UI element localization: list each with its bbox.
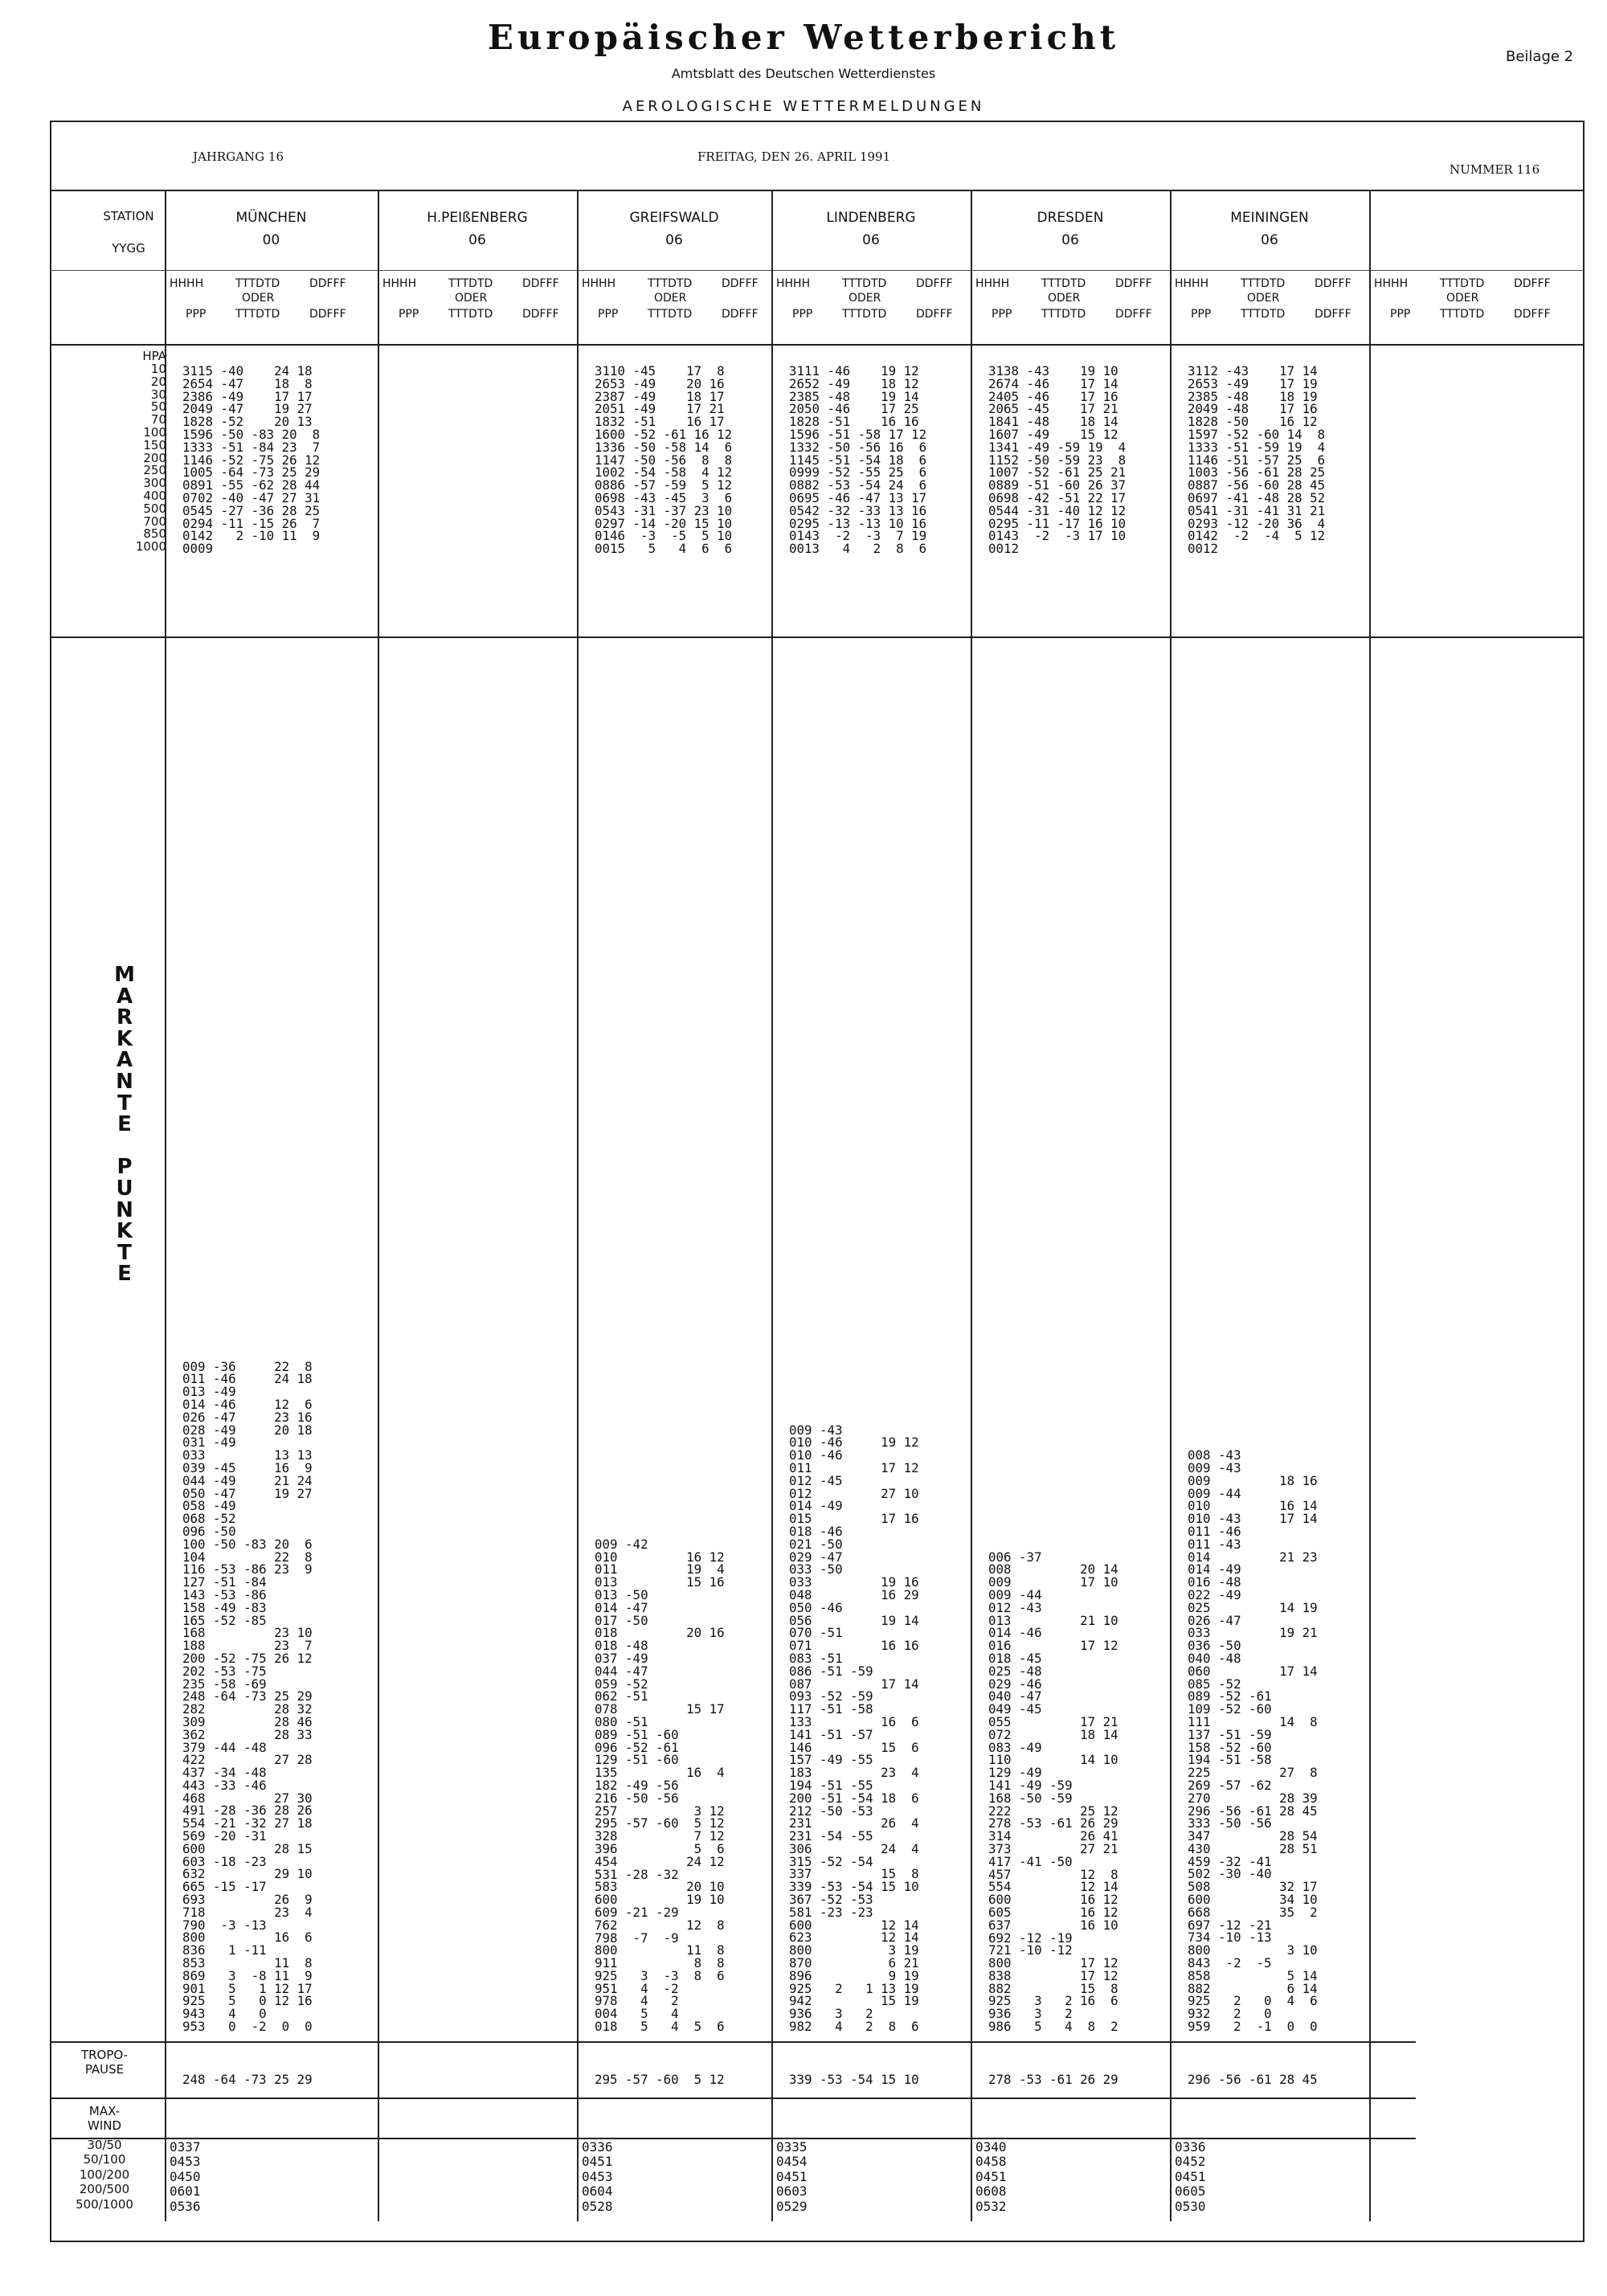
column-header-label: PPP [399,308,419,321]
station-label: STATION [103,209,154,223]
column-header-label: TTTDTD [1440,308,1485,321]
column-header-label: PPP [992,308,1012,321]
significant-points: 006 -37 008 20 14 009 17 10 009 -44 012 -43 013 21 10 014 -46 016 17 12 018 -45 025 -48 029 -46 040 -47 049 -45 055 17 21 072 18 14 083 -49 110 14 10 129 -49 141 -49 -59 168 -50 -59 222 25 12 278 -53 -61 26 29 314 26 41 373 27 21 417 -41 -50 457 12 8 554 12 14 600 16 12 605 16 12 637 16 10 692 -12 -19 721 -10 -12 800 17 12 838 17 12 882 15 8 925 3 2 16 6 936 3 2 986 5 4 8 2 [988,1549,1118,2035]
station-time: 06 [862,232,880,248]
jahrgang: JAHRGANG 16 [193,149,284,164]
report-date: FREITAG, DEN 26. APRIL 1991 [697,149,891,164]
column-header-label: TTTDTD [235,277,280,290]
column-header-label: DDFFF [309,277,346,290]
column-header-label: DDFFF [722,308,759,321]
station-name: MEININGEN [1230,210,1309,226]
significant-points: 008 -43 009 -43 009 18 16 009 -44 010 16 14 010 -43 17 14 011 -46 011 -43 014 21 23 014 -49 016 -48 022 -49 025 14 19 026 -47 033 19 21 036 -50 040 -48 060 17 14 085 -52 089 -52 -61 109 -52 -60 111 14 8 137 -51 -59 158 -52 -60 194 -51 -58 225 27 8 269 -57 -62 270 28 39 296 -56 -61 28 45 333 -50 -56 347 28 54 430 28 51 459 -32 -41 502 -30 -40 508 32 17 600 34 10 668 35 2 697 -12 -21 734 -10 -13 800 3 10 843 -2 -5 858 5 14 882 6 14 925 2 0 4 6 932 2 0 959 2 -1 0 0 [1188,1447,1318,2035]
column-header-label: TTTDTD [842,277,887,290]
station-time: 06 [665,232,683,248]
station-time: 06 [1261,232,1278,248]
column-header-label: DDFFF [1115,308,1152,321]
column-header-label: HHHH [1175,277,1209,290]
column-header-label: ODER [1048,292,1081,305]
column-header-label: TTTDTD [1440,277,1485,290]
maxwind-values: 0336 0451 0453 0604 0528 [582,2139,613,2214]
tropopause-label: TROPO- PAUSE [80,2048,129,2077]
hpa-levels: 10 20 30 50 70 100 150 200 250 300 400 500 700 850 1000 [135,362,166,555]
station-name: DRESDEN [1037,210,1104,226]
markante-punkte-label: M A R K A N T E P U N K T E [114,963,135,1287]
beilage-label: Beilage 2 [1506,48,1574,65]
hpa-label: HPA [142,349,166,363]
column-header-label: TTTDTD [1241,277,1286,290]
column-header-label: DDFFF [1115,277,1152,290]
column-header-label: ODER [1446,292,1479,305]
maxwind-values: 0337 0453 0450 0601 0536 [170,2139,201,2214]
column-header-label: DDFFF [1315,308,1351,321]
column-divider [771,190,773,2221]
column-headers [771,276,971,341]
standard-levels: 3112 -43 17 14 2653 -49 17 19 2385 -48 18 19 2049 -48 17 16 1828 -50 16 12 1597 -52 -60 14 8 1333 -51 -59 19 4 1146 -51 -57 25 6 1003 -56 -61 28 25 0887 -56 -60 28 45 0697 -41 -48 28 52 0541 -31 -41 31 21 0293 -12 -20 36 4 0142 -2 -4 5 12 0012 [1188,363,1326,557]
station-name: LINDENBERG [826,210,916,226]
standard-levels: 3111 -46 19 12 2652 -49 18 12 2385 -48 19 14 2050 -46 17 25 1828 -51 16 16 1596 -51 -58 17 12 1332 -50 -56 16 6 1145 -51 -54 18 6 0999 -52 -55 25 6 0882 -53 -54 24 6 0695 -46 -47 13 17 0542 -32 -33 13 16 0295 -13 -13 10 16 0143 -2 -3 7 19 0013 4 2 8 6 [789,363,927,557]
significant-points: 009 -43 010 -46 19 12 010 -46 011 17 12 012 -45 012 27 10 014 -49 015 17 16 018 -46 021 -50 029 -47 033 -50 033 19 16 048 16 29 050 -46 056 19 14 070 -51 071 16 16 083 -51 086 -51 -59 087 17 14 093 -52 -59 117 -51 -58 133 16 6 141 -51 -57 146 15 6 157 -49 -55 183 23 4 194 -51 -55 200 -51 -54 18 6 212 -50 -53 231 26 4 231 -54 -55 306 24 4 315 -52 -54 337 15 8 339 -53 -54 15 10 367 -52 -53 581 -23 -23 600 12 14 623 12 14 800 3 19 870 6 21 896 9 19 925 2 1 13 19 942 15 19 936 3 2 982 4 2 8 6 [789,1422,919,2035]
tropopause-values: 295 -57 -60 5 12 [595,2072,725,2087]
column-header-label: DDFFF [916,308,953,321]
column-header-label: HHHH [1374,277,1409,290]
tropopause-values: 278 -53 -61 26 29 [988,2072,1118,2087]
station-time: 06 [468,232,486,248]
station-name: H.PEIßENBERG [427,210,528,226]
column-header-label: ODER [242,292,275,305]
ratio-labels: 30/50 50/100 100/200 200/500 500/1000 [76,2138,133,2212]
grid-line [50,270,1585,271]
column-header-label: HHHH [582,277,616,290]
column-header-label: PPP [1191,308,1212,321]
column-header-label: DDFFF [1514,308,1551,321]
tropopause-values: 339 -53 -54 15 10 [789,2072,919,2087]
standard-levels: 3138 -43 19 10 2674 -46 17 14 2405 -46 17 16 2065 -45 17 21 1841 -48 18 14 1607 -49 15 12 1341 -49 -59 19 4 1152 -50 -59 23 8 1007 -52 -61 25 21 0889 -51 -60 26 37 0698 -42 -51 22 17 0544 -31 -40 12 12 0295 -11 -17 16 10 0143 -2 -3 17 10 0012 [988,363,1127,557]
column-headers [971,276,1170,341]
grid-line [50,2098,1416,2099]
column-divider [971,190,972,2221]
maxwind-values: 0336 0452 0451 0605 0530 [1175,2139,1206,2214]
column-header-label: DDFFF [916,277,953,290]
column-headers [378,276,577,341]
column-header-label: TTTDTD [842,308,887,321]
column-header-label: HHHH [170,277,204,290]
column-divider [1369,190,1371,2221]
column-header-label: DDFFF [1315,277,1351,290]
column-headers [577,276,771,341]
standard-levels: 3115 -40 24 18 2654 -47 18 8 2386 -49 17 17 2049 -47 19 27 1828 -52 20 13 1596 -50 -83 20 8 1333 -51 -84 23 7 1146 -52 -75 26 12 1005 -64 -73 25 29 0891 -55 -62 28 44 0702 -40 -47 27 31 0545 -27 -36 28 25 0294 -11 -15 26 7 0142 2 -10 11 9 0009 [182,363,321,557]
maxwind-label: MAX- WIND [87,2104,122,2133]
column-headers [1369,276,1581,341]
station-time: 06 [1061,232,1079,248]
column-header-label: HHHH [975,277,1010,290]
column-header-label: PPP [792,308,813,321]
tropopause-values: 248 -64 -73 25 29 [182,2072,313,2087]
column-header-label: DDFFF [522,308,559,321]
yygg-label: YYGG [112,241,145,256]
grid-line [50,190,1585,191]
column-header-label: HHHH [382,277,417,290]
section-title: AEROLOGISCHE WETTERMELDUNGEN [622,98,985,115]
station-time: 00 [262,232,280,248]
grid-line [50,636,1585,638]
standard-levels: 3110 -45 17 8 2653 -49 20 16 2387 -49 18 17 2051 -49 17 21 1832 -51 16 17 1600 -52 -61 16 12 1336 -50 -58 14 6 1147 -50 -56 8 8 1002 -54 -58 4 12 0886 -57 -59 5 12 0698 -43 -45 3 6 0543 -31 -37 23 10 0297 -14 -20 15 10 0146 -3 -5 5 10 0015 5 4 6 6 [595,363,733,557]
column-header-label: PPP [1390,308,1411,321]
column-header-label: DDFFF [309,308,346,321]
column-header-label: PPP [598,308,619,321]
column-divider [577,190,579,2221]
column-header-label: ODER [455,292,488,305]
column-header-label: TTTDTD [448,277,493,290]
column-header-label: DDFFF [722,277,759,290]
column-headers [165,276,378,341]
column-header-label: HHHH [776,277,811,290]
significant-points: 009 -36 22 8 011 -46 24 18 013 -49 014 -46 12 6 026 -47 23 16 028 -49 20 18 031 -49 033 13 13 039 -45 16 9 044 -49 21 24 050 -47 19 27 058 -49 068 -52 096 -50 100 -50 -83 20 6 104 22 8 116 -53 -86 23 9 127 -51 -84 143 -53 -86 158 -49 -83 165 -52 -85 168 23 10 188 23 7 200 -52 -75 26 12 202 -53 -75 235 -58 -69 248 -64 -73 25 29 282 28 32 309 28 46 362 28 33 379 -44 -48 422 27 28 437 -34 -48 443 -33 -46 468 27 30 491 -28 -36 28 26 554 -21 -32 27 18 569 -20 -31 600 28 15 603 -18 -23 632 29 10 665 -15 -17 693 26 9 718 23 4 790 -3 -13 800 16 6 836 1 -11 853 11 8 869 3 -8 11 9 901 5 1 12 17 925 5 0 12 16 943 4 0 953 0 -2 0 0 [182,1358,313,2035]
column-header-label: ODER [1247,292,1280,305]
column-divider [1170,190,1172,2221]
column-header-label: DDFFF [1514,277,1551,290]
significant-points: 009 -42 010 16 12 011 19 4 013 15 16 013 -50 014 -47 017 -50 018 20 16 018 -48 037 -49 044 -47 059 -52 062 -51 078 15 17 080 -51 089 -51 -60 096 -52 -61 129 -51 -60 135 16 4 182 -49 -56 216 -50 -56 257 3 12 295 -57 -60 5 12 328 7 12 396 5 6 454 24 12 531 -28 -32 583 20 10 600 19 10 609 -21 -29 762 12 8 798 -7 -9 800 11 8 911 8 8 925 3 -3 8 6 951 4 -2 978 4 2 004 5 4 018 5 4 5 6 [595,1536,725,2035]
column-header-label: TTTDTD [235,308,280,321]
maxwind-values: 0340 0458 0451 0608 0532 [975,2139,1007,2214]
column-header-label: TTTDTD [1241,308,1286,321]
grid-line [50,344,1585,346]
column-divider [378,190,379,2221]
nummer: NUMMER 116 [1450,162,1540,177]
grid-line [50,2041,1416,2043]
column-header-label: TTTDTD [648,308,693,321]
column-header-label: ODER [848,292,881,305]
page-title: Europäischer Wetterbericht [487,18,1120,57]
station-name: MÜNCHEN [235,210,307,226]
maxwind-values: 0335 0454 0451 0603 0529 [776,2139,808,2214]
column-header-label: TTTDTD [648,277,693,290]
page-subtitle: Amtsblatt des Deutschen Wetterdienstes [671,66,936,81]
column-header-label: TTTDTD [1041,277,1086,290]
grid-line [50,2138,1416,2139]
station-name: GREIFSWALD [629,210,719,226]
tropopause-values: 296 -56 -61 28 45 [1188,2072,1318,2087]
column-header-label: ODER [654,292,687,305]
column-header-label: PPP [186,308,206,321]
column-header-label: TTTDTD [448,308,493,321]
column-header-label: TTTDTD [1041,308,1086,321]
column-headers [1170,276,1369,341]
column-header-label: DDFFF [522,277,559,290]
